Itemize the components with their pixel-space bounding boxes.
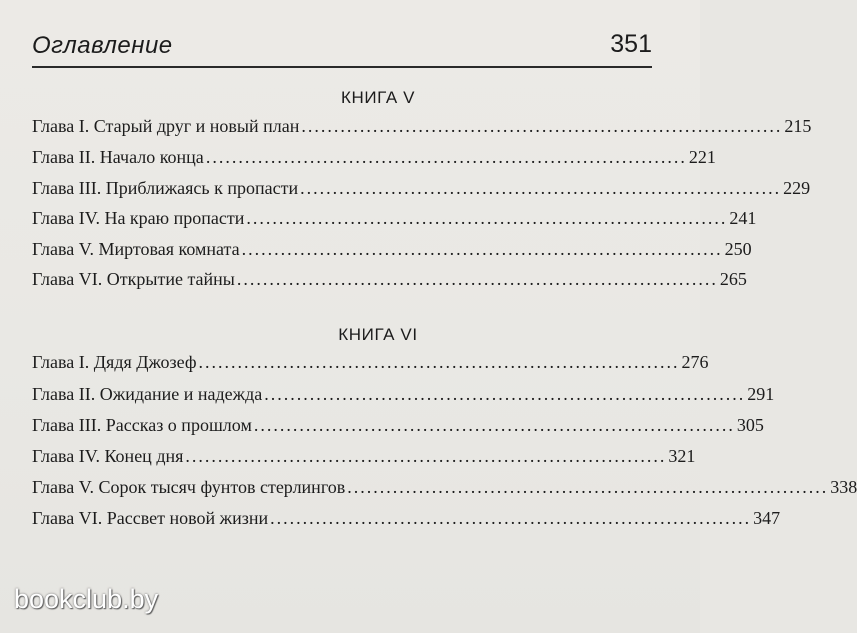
toc-entry-page: 347 — [753, 508, 781, 528]
toc-leader-dots: .......................................................................... — [241, 239, 723, 259]
header-title: Оглавление — [32, 32, 173, 59]
toc-entry — [32, 446, 696, 474]
toc-entry — [32, 508, 781, 536]
toc-entry-page: 338 — [830, 477, 857, 497]
toc-entry-label: Глава V. Сорок тысяч фунтов стерлингов — [32, 477, 346, 497]
toc-entry-page: 265 — [719, 269, 747, 289]
toc-leader-dots: .......................................................................... — [236, 269, 718, 289]
toc-leader-dots: .......................................................................... — [264, 384, 746, 404]
toc-entry-page: 276 — [681, 352, 709, 372]
toc-entry — [32, 178, 811, 206]
toc-entry-label: Глава III. Приближаясь к пропасти — [32, 178, 299, 198]
toc-leader-dots: .......................................................................... — [301, 116, 783, 136]
toc-leader-dots: .......................................................................... — [253, 415, 735, 435]
toc-entry-page: 221 — [688, 147, 716, 167]
toc-entry-label: Глава IV. Конец дня — [32, 446, 184, 466]
page-header — [32, 22, 652, 68]
toc-entry — [32, 208, 757, 236]
toc-leader-dots: .......................................................................... — [270, 508, 752, 528]
toc-leader-dots: .......................................................................... — [185, 446, 667, 466]
toc-entry — [32, 384, 775, 412]
header-divider — [32, 66, 652, 68]
toc-entry-page: 241 — [729, 208, 757, 228]
toc-entry-page: 291 — [747, 384, 775, 404]
toc-entry — [32, 147, 716, 175]
toc-entry-page: 305 — [736, 415, 764, 435]
toc-leader-dots: .......................................................................... — [300, 178, 782, 198]
toc-entry-page: 229 — [783, 178, 811, 198]
book-5-title: КНИГА V — [340, 88, 416, 107]
toc-entry-label: Глава II. Начало конца — [32, 147, 204, 167]
toc-entry-label: Глава V. Миртовая комната — [32, 239, 240, 259]
toc-leader-dots: .......................................................................... — [246, 208, 728, 228]
toc-entry-label: Глава VI. Открытие тайны — [32, 269, 235, 289]
toc-entry — [32, 269, 747, 297]
toc-leader-dots: .......................................................................... — [347, 477, 829, 497]
toc-entry-label: Глава I. Старый друг и новый план — [32, 116, 300, 136]
toc-entry — [32, 415, 764, 443]
toc-entry-page: 215 — [784, 116, 812, 136]
toc-entry-label: Глава IV. На краю пропасти — [32, 208, 245, 228]
toc-entry-page: 250 — [724, 239, 752, 259]
book-6-title: КНИГА VI — [338, 325, 418, 344]
toc-entry-page: 321 — [668, 446, 696, 466]
toc-entry — [32, 352, 709, 380]
toc-entry-label: Глава VI. Рассвет новой жизни — [32, 508, 269, 528]
toc-leader-dots: .......................................................................... — [198, 352, 680, 372]
toc-leader-dots: .......................................................................... — [205, 147, 687, 167]
toc-entry — [32, 239, 752, 267]
toc-entry-label: Глава II. Ожидание и надежда — [32, 384, 263, 404]
toc-entry-label: Глава I. Дядя Джозеф — [32, 352, 197, 372]
header-page-number: 351 — [610, 30, 652, 58]
toc-entry-label: Глава III. Рассказ о прошлом — [32, 415, 252, 435]
watermark-logo: bookclub.by — [14, 584, 159, 614]
toc-entry — [32, 477, 857, 505]
toc-entry — [32, 116, 812, 144]
